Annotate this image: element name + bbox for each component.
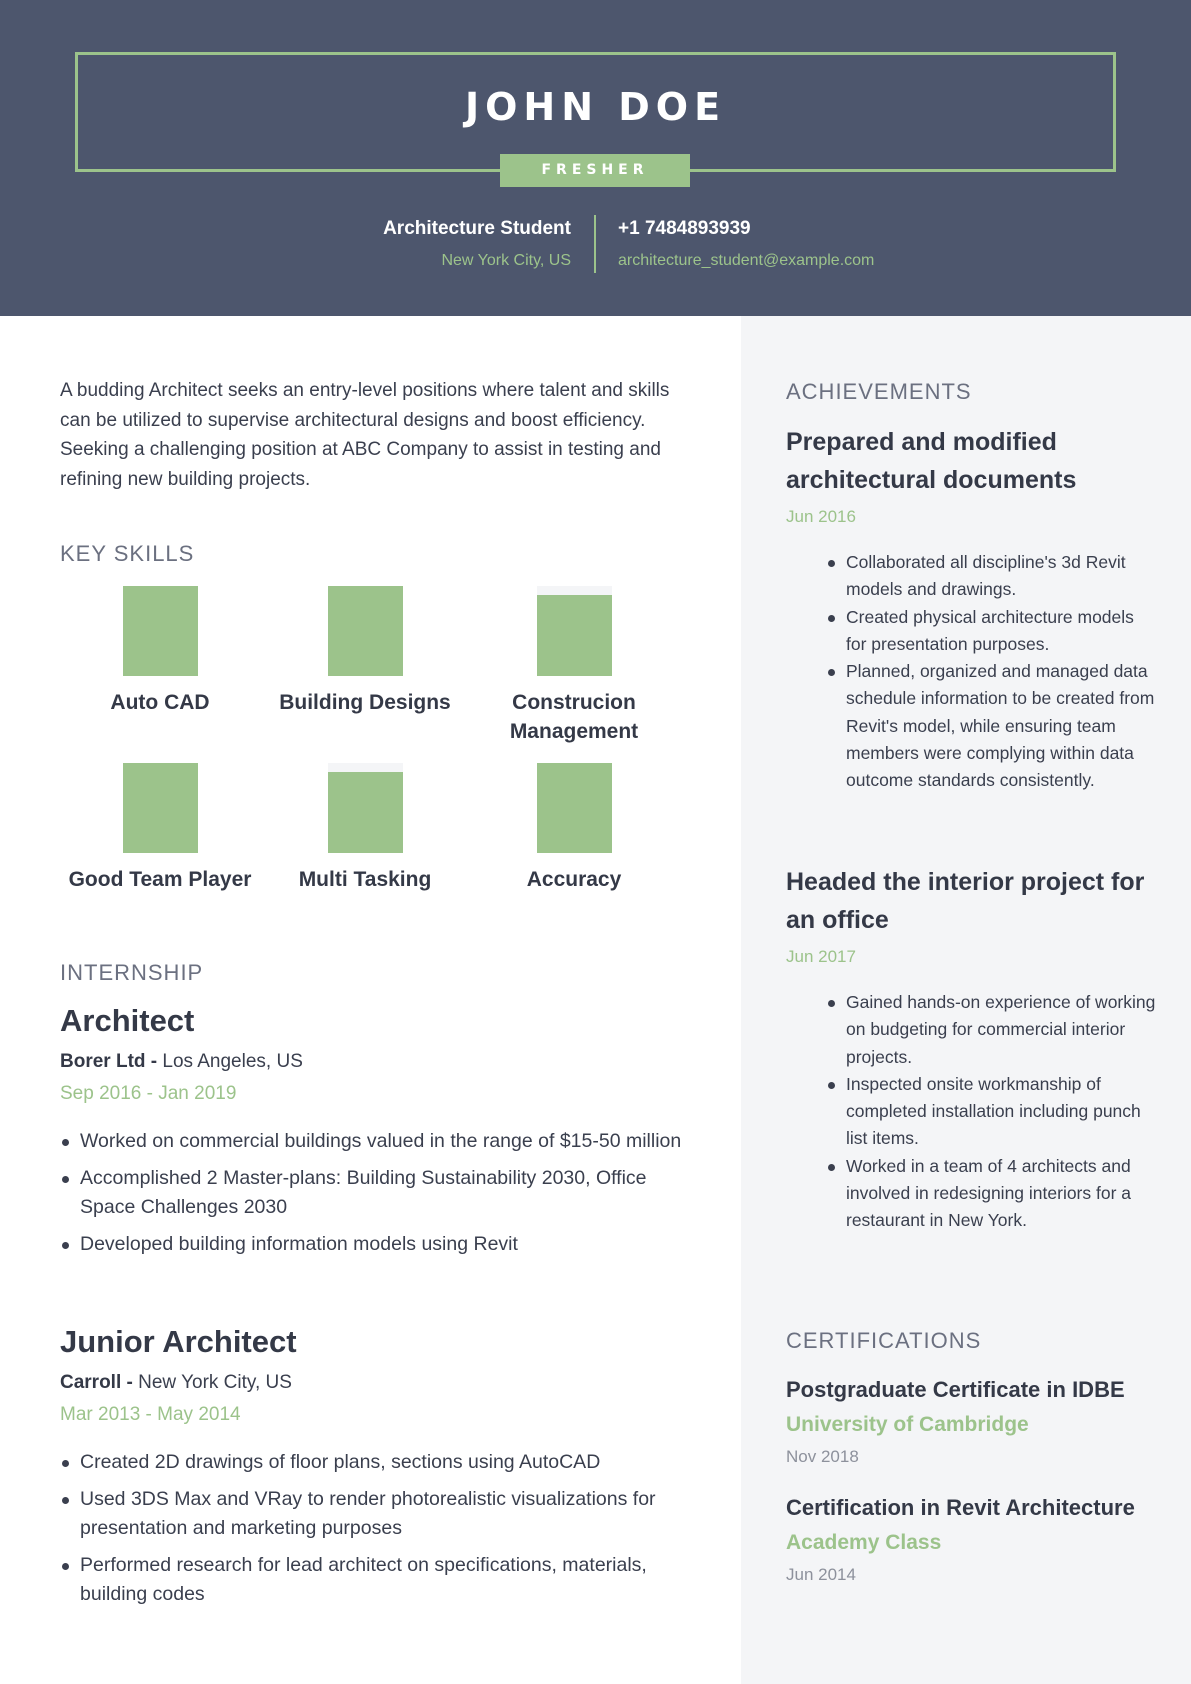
contact-left <box>383 218 571 270</box>
certification-date: Jun 2014 <box>786 1565 856 1584</box>
skill-label: Good Team Player <box>68 868 252 891</box>
list-item: Collaborated all discipline's 3d Revit models and drawings. <box>826 549 1156 604</box>
skill-meter <box>328 763 403 853</box>
skill-meter <box>328 586 403 676</box>
phone-number[interactable]: +1 7484893939 <box>618 218 751 239</box>
skills-grid <box>60 580 680 900</box>
skill-label: Auto CAD <box>110 691 210 714</box>
achievements-heading: ACHIEVEMENTS <box>786 379 972 404</box>
achievement-date: Jun 2016 <box>786 507 856 526</box>
list-item: Developed building information models using Revit <box>60 1230 700 1260</box>
contact-divider <box>594 215 596 273</box>
certifications-heading: CERTIFICATIONS <box>786 1328 982 1353</box>
job-dates: Sep 2016 - Jan 2019 <box>60 1083 237 1104</box>
skill-meter <box>123 763 198 853</box>
resume-header <box>0 0 1191 316</box>
achievement-bullets <box>786 989 1156 1235</box>
skill-item <box>265 586 465 717</box>
internship-heading: INTERNSHIP <box>60 960 204 985</box>
list-item: Accomplished 2 Master-plans: Building Sustainability 2030, Office Space Challenges 2030 <box>60 1164 700 1223</box>
skill-label: Construcion Management <box>509 691 639 743</box>
list-item: Used 3DS Max and VRay to render photorealistic visualizations for presentation and marketing purposes <box>60 1485 700 1544</box>
skill-meter <box>123 586 198 676</box>
certification-org: Academy Class <box>786 1531 942 1554</box>
list-item: Worked on commercial buildings valued in the range of $15-50 million <box>60 1127 700 1157</box>
achievement-title: Headed the interior project for an office <box>786 868 1145 934</box>
job-company <box>60 1051 700 1073</box>
level-badge: FRESHER <box>500 154 690 187</box>
list-item: Planned, organized and managed data schedule information to be created from Revit's model, while ensuring team members were complying within data outcome standards consistently. <box>826 658 1156 794</box>
list-item: Created physical architecture models for presentation purposes. <box>826 604 1156 659</box>
company-name: Borer Ltd - <box>60 1051 158 1072</box>
list-item: Gained hands-on experience of working on budgeting for commercial interior projects. <box>826 989 1156 1071</box>
list-item: Performed research for lead architect on specifications, materials, building codes <box>60 1551 700 1610</box>
skill-item <box>60 586 260 717</box>
job-title: Junior Architect <box>60 1324 297 1359</box>
job-entry <box>60 1324 700 1617</box>
job-entry <box>60 1003 700 1266</box>
certification-title: Postgraduate Certificate in IDBE <box>786 1377 1125 1402</box>
job-company <box>60 1372 700 1394</box>
skill-item <box>265 763 465 894</box>
skill-meter-fill <box>123 586 198 676</box>
job-bullets <box>60 1127 700 1259</box>
certification-entry <box>786 1495 1166 1585</box>
skill-meter-fill <box>328 772 403 853</box>
certification-date: Nov 2018 <box>786 1447 859 1466</box>
skill-meter-fill <box>328 586 403 676</box>
achievement-entry <box>786 863 1156 1235</box>
summary-text: A budding Architect seeks an entry-level positions where talent and skills can be utilized to supervise architectural designs and boost efficiency. Seeking a challenging position at ABC Company to assist in testing and refining new building projects. <box>60 380 670 490</box>
achievement-date: Jun 2017 <box>786 947 856 966</box>
contact-right <box>618 218 874 270</box>
job-dates: Mar 2013 - May 2014 <box>60 1404 241 1425</box>
job-title: Architect <box>60 1003 195 1038</box>
skills-heading: KEY SKILLS <box>60 541 195 566</box>
company-name: Carroll - <box>60 1372 133 1393</box>
summary-block <box>60 376 680 494</box>
list-item: Inspected onsite workmanship of completed installation including punch list items. <box>826 1071 1156 1153</box>
certification-org: University of Cambridge <box>786 1413 1029 1436</box>
job-bullets <box>60 1448 700 1610</box>
email-link[interactable]: architecture_student@example.com <box>618 252 875 269</box>
skill-meter <box>537 763 612 853</box>
skill-label: Multi Tasking <box>298 868 432 891</box>
candidate-name: JOHN DOE <box>464 85 727 129</box>
skill-label: Building Designs <box>279 691 451 714</box>
skill-item <box>474 586 674 746</box>
skill-meter-fill <box>537 595 612 676</box>
achievement-bullets <box>786 549 1156 795</box>
company-location: New York City, US <box>138 1372 292 1393</box>
achievement-entry <box>786 423 1156 795</box>
list-item: Created 2D drawings of floor plans, sections using AutoCAD <box>60 1448 700 1478</box>
achievement-title: Prepared and modified architectural documents <box>786 428 1077 494</box>
role-title: Architecture Student <box>383 218 571 239</box>
company-location: Los Angeles, US <box>162 1051 303 1072</box>
skill-item <box>60 763 260 894</box>
certification-entry <box>786 1377 1166 1467</box>
skill-item <box>474 763 674 894</box>
list-item: Worked in a team of 4 architects and involved in redesigning interiors for a restaurant in New York. <box>826 1153 1156 1235</box>
skill-meter <box>537 586 612 676</box>
skill-meter-fill <box>123 763 198 853</box>
skill-meter-fill <box>537 763 612 853</box>
certification-title: Certification in Revit Architecture <box>786 1495 1135 1520</box>
skill-label: Accuracy <box>526 868 622 891</box>
location-text: New York City, US <box>441 252 571 269</box>
